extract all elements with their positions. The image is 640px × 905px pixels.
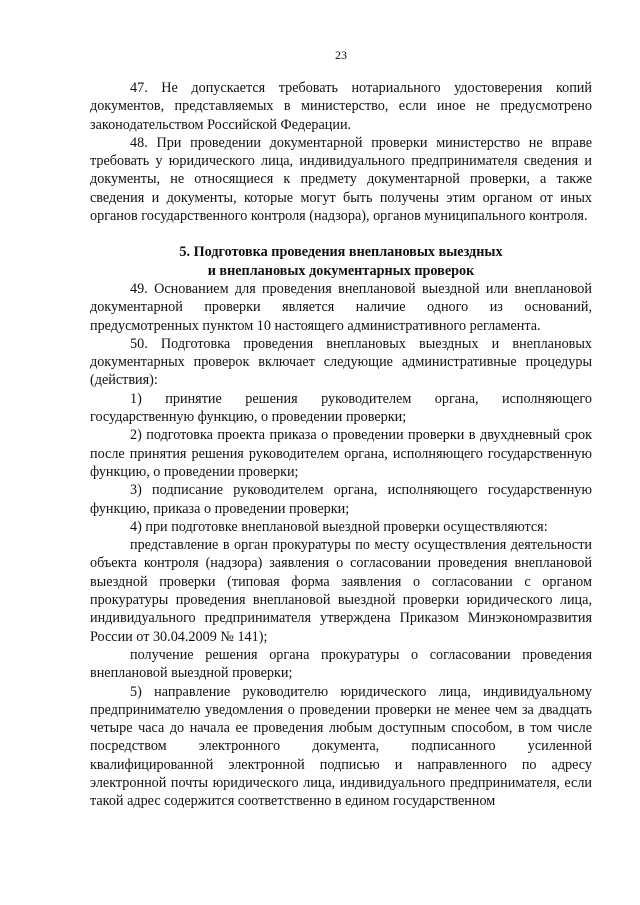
list-item-5: 5) направление руководителю юридического лица, индивидуальному предпринимателю уведомления о проведении проверки не менее чем за двадцать четыре часа до начала ее проведения любым доступным способом, в том числе посредством электронного документа, подписанного усиленной квалифицированной электронной подписью и направленного по адресу электронной почты юридического лица, индивидуального предпринимателя, если такой адрес содержится соответственно в едином государственном bbox=[90, 683, 592, 810]
list-item-4: 4) при подготовке внеплановой выездной проверки осуществляются: bbox=[130, 518, 548, 535]
paragraph-49: 49. Основанием для проведения внеплановой выездной или внеплановой документарной проверки является наличие одного из оснований, предусмотренных пунктом 10 настоящего административного регламента. bbox=[90, 280, 592, 334]
paragraph-50: 50. Подготовка проведения внеплановых выездных и внеплановых документарных проверок включает следующие административные процедуры (действия): bbox=[90, 335, 592, 389]
list-item-3: 3) подписание руководителем органа, исполняющего государственную функцию, приказа о проведении проверки; bbox=[90, 482, 592, 517]
list-item-4-sub-1: представление в орган прокуратуры по месту осуществления деятельности объекта контроля (надзора) заявления о согласовании проведения внеплановой выездной проверки (типовая форма заявления о согласовании с органом прокуратуры проведения внеплановой выездной проверки юридического лица, индивидуального предпринимателя утверждена Приказом Минэкономразвития России от 30.04.2009 № 141); bbox=[90, 537, 592, 645]
section-heading-line-1: 5. Подготовка проведения внеплановых выездных bbox=[179, 244, 503, 261]
list-item-4-sub-2: получение решения органа прокуратуры о согласовании проведения внеплановой выездной проверки; bbox=[90, 646, 592, 682]
section-heading-line-2: и внеплановых документарных проверок bbox=[207, 262, 475, 279]
section-heading bbox=[90, 243, 592, 280]
paragraph-47: 47. Не допускается требовать нотариального удостоверения копий документов, представляемых в министерство, если иное не предусмотрено законодательством Российской Федерации. bbox=[90, 80, 592, 133]
paragraph-48: 48. При проведении документарной проверки министерство не вправе требовать у юридического лица, индивидуального предпринимателя сведения и документы, не относящиеся к предмету документарной проверки, а также сведения и документы, которые могут быть получены этим органом от иных органов государственного контроля (надзора), органов муниципального контроля. bbox=[90, 134, 592, 225]
page-number: 23 bbox=[335, 48, 347, 62]
list-item-2: 2) подготовка проекта приказа о проведении проверки в двухдневный срок после принятия решения руководителем органа, исполняющего государственную функцию, о проведении проверки; bbox=[90, 427, 592, 480]
list-item-1: 1) принятие решения руководителем органа, исполняющего государственную функцию, о проведении проверки; bbox=[90, 390, 592, 426]
